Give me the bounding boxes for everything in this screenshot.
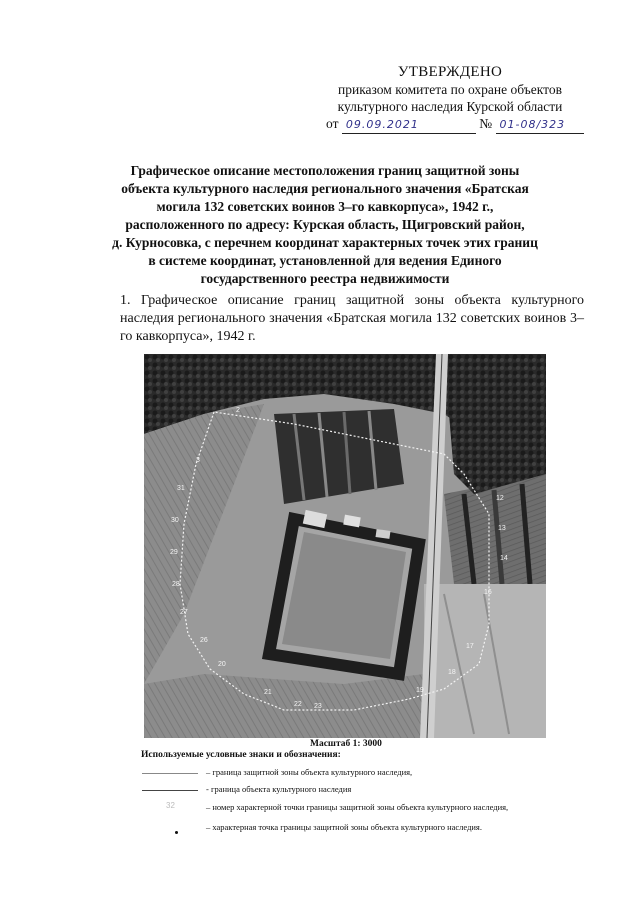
point-number-symbol — [118, 801, 208, 815]
point-label: 29 — [170, 549, 178, 556]
legend-text: – граница защитной зоны объекта культурного наследия, — [206, 767, 413, 777]
approval-heading: УТВЕРЖДЕНО — [397, 64, 503, 80]
point-label: 16 — [484, 589, 492, 596]
handwritten-date: 09.09.2021 — [342, 116, 476, 134]
point-label: 30 — [171, 517, 179, 524]
title-line: государственного реестра недвижимости — [200, 271, 450, 286]
point-label: 20 — [218, 661, 226, 668]
point-label: 13 — [498, 525, 506, 532]
legend-title: Используемые условные знаки и обозначения: — [141, 750, 341, 760]
approval-block — [300, 64, 600, 134]
title-line: Графическое описание местоположения границ защитной зоны — [130, 163, 520, 178]
number-prefix: № — [479, 116, 493, 131]
point-label: 2 — [236, 407, 240, 414]
legend-item-point-number — [118, 801, 578, 815]
number-sample: 32 — [166, 801, 175, 810]
title-line: расположенного по адресу: Курская область, Щигровский район, — [125, 217, 525, 232]
point-label: 21 — [264, 689, 272, 696]
thin-line-symbol — [118, 766, 208, 780]
section-paragraph — [72, 292, 584, 346]
point-label: 17 — [466, 643, 474, 650]
approval-date-line — [300, 115, 600, 134]
title-line: в системе координат, установленной для ведения Единого — [148, 253, 502, 268]
approval-line-1: приказом комитета по охране объектов — [338, 82, 562, 97]
document-title — [70, 162, 580, 288]
point-label: 23 — [314, 703, 322, 710]
point-label: 3 — [196, 457, 200, 464]
legend-text: - граница объекта культурного наследия — [206, 784, 352, 794]
legend-item-point — [118, 821, 578, 835]
legend-text: – характерная точка границы защитной зоны объекта культурного наследия. — [206, 822, 482, 832]
handwritten-number: 01-08/323 — [496, 116, 584, 134]
map-scale: Масштаб 1: 3000 — [310, 739, 382, 749]
point-label: 22 — [294, 701, 302, 708]
dot-symbol — [118, 821, 208, 835]
legend-text: – номер характерной точки границы защитной зоны объекта культурного наследия, — [206, 802, 509, 812]
approval-line-2: культурного наследия Курской области — [337, 99, 563, 114]
point-label: 14 — [500, 555, 508, 562]
point-label: 27 — [180, 609, 188, 616]
title-line: д. Курносовка, с перечнем координат характерных точек этих границ — [112, 235, 538, 250]
point-label: 31 — [177, 485, 185, 492]
point-label: 18 — [448, 669, 456, 676]
legend-item-zone-boundary — [118, 766, 578, 780]
line-symbol — [118, 783, 208, 797]
point-label: 28 — [172, 581, 180, 588]
legend-item-object-boundary — [118, 783, 578, 797]
point-label: 26 — [200, 637, 208, 644]
title-line: могила 132 советских воинов 3–го кавкорпуса», 1942 г., — [156, 199, 494, 214]
aerial-map — [144, 354, 546, 738]
title-line: объекта культурного наследия регионального значения «Братская — [121, 181, 529, 196]
point-label: 19 — [416, 687, 424, 694]
date-prefix: от — [326, 116, 339, 131]
point-label: 12 — [496, 495, 504, 502]
section-text: 1. Графическое описание границ защитной зоны объекта культурного наследия регионального значения «Братская могила 132 советских воинов 3–го кавкорпуса», 1942 г. — [120, 293, 584, 344]
photo-background — [144, 354, 546, 738]
